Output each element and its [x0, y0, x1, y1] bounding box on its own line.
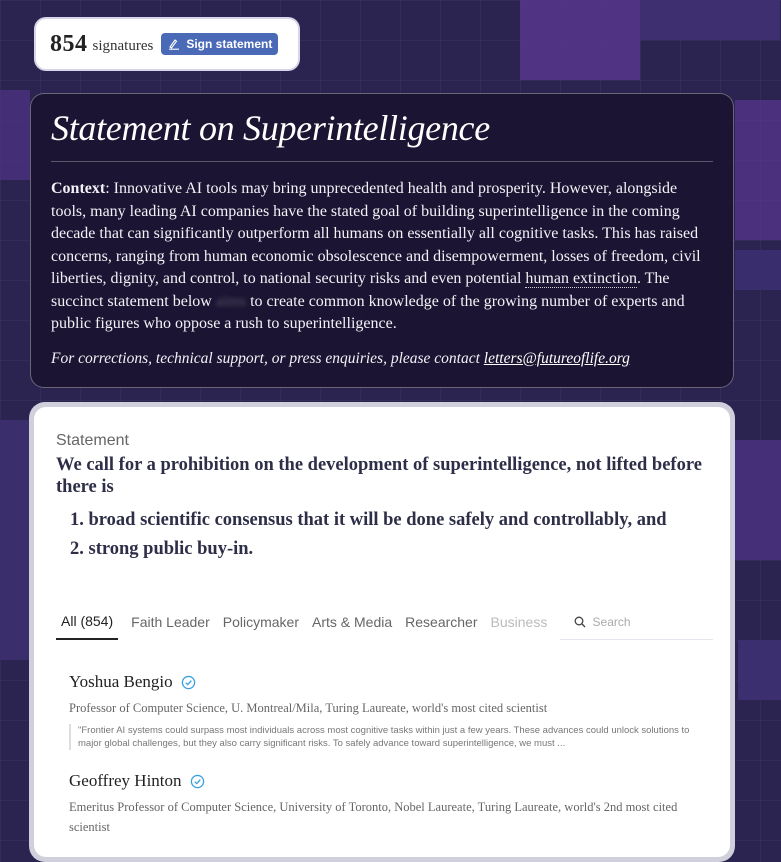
- signer-card[interactable]: [69, 771, 699, 837]
- signer-name-row: [69, 672, 699, 692]
- statement-label: Statement: [56, 432, 129, 449]
- contact-line: [51, 350, 713, 368]
- statement-list: [56, 506, 708, 564]
- context-text-3: to create common knowledge of the growing number of experts and public figures who oppose a rush to superintelligence.: [51, 292, 685, 332]
- bg-tile: [735, 440, 781, 560]
- tab-business[interactable]: Business: [490, 614, 548, 630]
- bg-tile: [735, 250, 781, 290]
- contact-prefix: For corrections, technical support, or press enquiries, please contact: [51, 349, 484, 367]
- tab-arts-media[interactable]: Arts & Media: [312, 614, 393, 630]
- statement-body: We call for a prohibition on the development of superintelligence, not lifted before there is: [56, 455, 702, 497]
- context-hidden-word: aims: [215, 292, 247, 310]
- statement-item: 2. strong public buy-in.: [70, 539, 254, 559]
- signer-name: Yoshua Bengio: [69, 672, 173, 691]
- bg-tile: [640, 0, 780, 40]
- signature-label: signatures: [92, 37, 154, 54]
- page-title: Statement on Superintelligence: [51, 108, 490, 148]
- signer-role: Professor of Computer Science, U. Montreal/Mila, Turing Laureate, world's most cited scientist: [69, 701, 548, 715]
- context-text-1: : Innovative AI tools may bring unprecedented health and prosperity. However, alongside tools, many leading AI companies have the stated goal of building superintelligence in the coming decade that can significantly outperform all humans on essentially all cognitive tasks. This has raised concerns, ranging from human economic obsolescence and disempowerment, losses of freedom, civil liberties, dignity, and control, to national security risks and even potential: [51, 180, 701, 287]
- contact-email-link[interactable]: letters@futureoflife.org: [483, 349, 630, 367]
- context-label: Context: [51, 180, 106, 197]
- signer-quote: "Frontier AI systems could surpass most individuals across most cognitive tasks within just a few years. These advances could unlock solutions to major global challenges, but they also carry significant risks. To safely advance toward superintelligence, we must ...: [69, 724, 699, 750]
- statement-panel: [34, 407, 730, 857]
- signer-name: Geoffrey Hinton: [69, 771, 182, 790]
- context-paragraph: [51, 178, 713, 336]
- tab-policymaker[interactable]: Policymaker: [222, 614, 299, 630]
- bg-tile: [0, 420, 30, 660]
- signer-card[interactable]: [69, 672, 699, 750]
- signer-role: Emeritus Professor of Computer Science, University of Toronto, Nobel Laureate, Turing Laureate, world's 2nd most cited scientist: [69, 800, 678, 834]
- human-extinction-link[interactable]: human extinction: [525, 270, 637, 287]
- bg-tile: [520, 0, 640, 80]
- pen-signature-icon: [168, 38, 180, 50]
- signature-counter: [36, 19, 298, 69]
- verified-badge-icon: [181, 675, 196, 690]
- verified-badge-icon: [190, 774, 205, 789]
- bg-tile: [0, 90, 30, 180]
- bg-tile: [738, 640, 781, 700]
- search-box[interactable]: [560, 604, 713, 640]
- signature-count: 854: [50, 30, 88, 57]
- search-icon: [574, 616, 586, 628]
- divider: [51, 161, 713, 162]
- sign-statement-label: Sign statement: [186, 37, 273, 51]
- bg-tile: [735, 100, 781, 240]
- sign-statement-button[interactable]: [161, 33, 278, 55]
- statement-frame: [29, 402, 735, 862]
- search-input[interactable]: [593, 615, 713, 629]
- context-text-2: . The succinct statement below: [51, 270, 670, 310]
- tab-faith-leader[interactable]: Faith Leader: [131, 614, 210, 630]
- signer-filter-tabs: [56, 604, 706, 640]
- signer-name-row: [69, 771, 699, 791]
- tab-researcher[interactable]: Researcher: [405, 614, 478, 630]
- statement-item: 1. broad scientific consensus that it will be done safely and controllably, and: [70, 510, 667, 530]
- tab-all[interactable]: All (854): [56, 604, 118, 640]
- context-card: [30, 93, 734, 388]
